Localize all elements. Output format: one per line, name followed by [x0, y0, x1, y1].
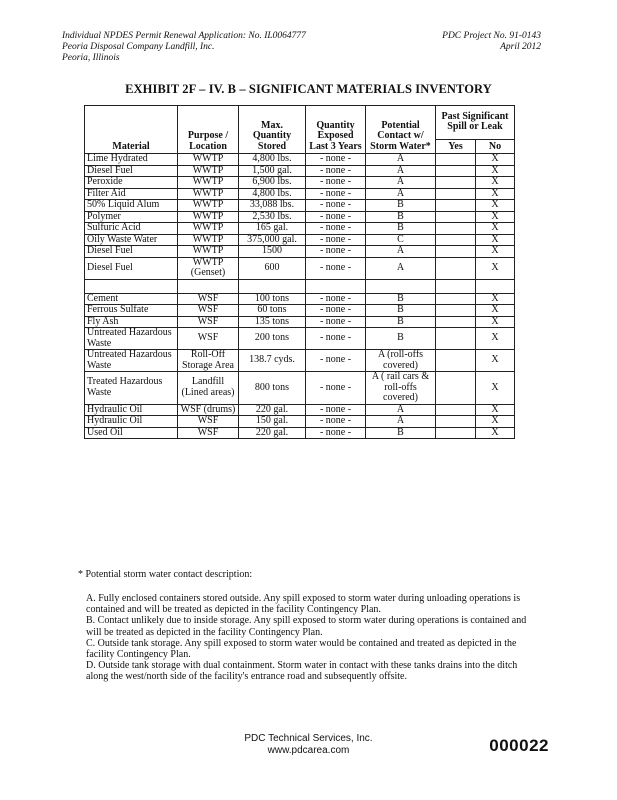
- cell-purpose: WSF: [178, 293, 239, 305]
- table-row: [85, 246, 515, 258]
- cell-max-quantity: 375,000 gal.: [239, 234, 306, 246]
- table-row: [85, 188, 515, 200]
- cell-spill-no: X: [476, 234, 515, 246]
- cell-spill-yes: [436, 372, 476, 405]
- cell-spill-no: X: [476, 188, 515, 200]
- col-no: No: [476, 140, 515, 154]
- cell-potential-contact: B: [366, 223, 436, 235]
- cell-quantity-exposed: - none -: [306, 316, 366, 328]
- cell-spill-no: X: [476, 328, 515, 350]
- cell-spill-yes: [436, 316, 476, 328]
- cell-max-quantity: 33,088 lbs.: [239, 200, 306, 212]
- page-title: EXHIBIT 2F – IV. B – SIGNIFICANT MATERIALS INVENTORY: [125, 82, 492, 96]
- cell-spill-no: X: [476, 223, 515, 235]
- cell-max-quantity: 6,900 lbs.: [239, 177, 306, 189]
- cell-max-quantity: 150 gal.: [239, 416, 306, 428]
- cell-purpose: WSF: [178, 416, 239, 428]
- cell-material: Cement: [85, 293, 178, 305]
- cell-quantity-exposed: - none -: [306, 427, 366, 439]
- cell-purpose: WSF: [178, 305, 239, 317]
- bates-number: 000022: [489, 736, 549, 755]
- cell-purpose: WWTP (Genset): [178, 257, 239, 279]
- cell-spill-no: X: [476, 372, 515, 405]
- cell-spill-yes: [436, 427, 476, 439]
- col-yes: Yes: [436, 140, 476, 154]
- header-permit-line: Individual NPDES Permit Renewal Application: No. IL0064777: [62, 31, 306, 41]
- cell-material: Hydraulic Oil: [85, 404, 178, 416]
- cell-material: Diesel Fuel: [85, 165, 178, 177]
- cell-material: Diesel Fuel: [85, 246, 178, 258]
- cell-potential-contact: A: [366, 165, 436, 177]
- cell-potential-contact: B: [366, 316, 436, 328]
- header-left: [62, 31, 306, 64]
- cell-spill-no: X: [476, 316, 515, 328]
- table-row: [85, 200, 515, 212]
- cell-purpose: WWTP: [178, 246, 239, 258]
- cell-max-quantity: 2,530 lbs.: [239, 211, 306, 223]
- cell-potential-contact: C: [366, 234, 436, 246]
- table-row: [85, 350, 515, 372]
- cell-purpose: WWTP: [178, 211, 239, 223]
- cell-potential-contact: B: [366, 293, 436, 305]
- col-past-spill: Past Significant Spill or Leak: [436, 106, 515, 140]
- header-right: [442, 31, 541, 53]
- cell-spill-yes: [436, 257, 476, 279]
- description-c: C. Outside tank storage. Any spill exposed to storm water would be contained and treated as depicted in the facility Contingency Plan.: [86, 637, 517, 661]
- cell-quantity-exposed: - none -: [306, 328, 366, 350]
- table-row: [85, 211, 515, 223]
- cell-quantity-exposed: - none -: [306, 372, 366, 405]
- cell-material: Polymer: [85, 211, 178, 223]
- cell-purpose: WSF: [178, 316, 239, 328]
- table-row: [85, 234, 515, 246]
- cell-spill-yes: [436, 404, 476, 416]
- cell-spill-no: X: [476, 305, 515, 317]
- cell-potential-contact: B: [366, 305, 436, 317]
- cell-potential-contact: B: [366, 427, 436, 439]
- cell-material: Fly Ash: [85, 316, 178, 328]
- cell-potential-contact: A: [366, 154, 436, 166]
- cell-material: Filter Aid: [85, 188, 178, 200]
- cell-potential-contact: A: [366, 188, 436, 200]
- cell-spill-no: X: [476, 246, 515, 258]
- cell-max-quantity: 1,500 gal.: [239, 165, 306, 177]
- cell-spill-no: X: [476, 416, 515, 428]
- cell-spill-no: X: [476, 165, 515, 177]
- cell-spill-yes: [436, 246, 476, 258]
- inventory-group-wwtp: [85, 154, 515, 280]
- description-a: A. Fully enclosed containers stored outside. Any spill exposed to storm water during unloading operations is contained and will be treated as depicted in the facility Contingency Plan.: [86, 593, 521, 616]
- cell-quantity-exposed: - none -: [306, 177, 366, 189]
- cell-purpose: WSF: [178, 427, 239, 439]
- cell-max-quantity: 200 tons: [239, 328, 306, 350]
- cell-max-quantity: 60 tons: [239, 305, 306, 317]
- cell-purpose: WWTP: [178, 177, 239, 189]
- header-project-number: PDC Project No. 91-0143: [442, 31, 541, 41]
- col-quantity-exposed: Quantity Exposed Last 3 Years: [306, 106, 366, 154]
- cell-spill-yes: [436, 293, 476, 305]
- cell-purpose: WSF (drums): [178, 404, 239, 416]
- cell-potential-contact: A: [366, 177, 436, 189]
- cell-purpose: WSF: [178, 328, 239, 350]
- col-potential-contact: Potential Contact w/ Storm Water*: [366, 106, 436, 154]
- col-material: Material: [85, 106, 178, 154]
- cell-material: Hydraulic Oil: [85, 416, 178, 428]
- cell-quantity-exposed: - none -: [306, 165, 366, 177]
- cell-purpose: WWTP: [178, 165, 239, 177]
- table-row: [85, 257, 515, 279]
- cell-purpose: WWTP: [178, 234, 239, 246]
- cell-spill-yes: [436, 211, 476, 223]
- cell-potential-contact: B: [366, 200, 436, 212]
- cell-quantity-exposed: - none -: [306, 188, 366, 200]
- cell-max-quantity: 4,800 lbs.: [239, 154, 306, 166]
- cell-potential-contact: A: [366, 416, 436, 428]
- cell-quantity-exposed: - none -: [306, 246, 366, 258]
- table-row: [85, 404, 515, 416]
- inventory-group-wsf: [85, 293, 515, 439]
- cell-potential-contact: B: [366, 328, 436, 350]
- cell-potential-contact: B: [366, 211, 436, 223]
- cell-spill-no: X: [476, 177, 515, 189]
- cell-material: 50% Liquid Alum: [85, 200, 178, 212]
- cell-spill-no: X: [476, 293, 515, 305]
- cell-material: Ferrous Sulfate: [85, 305, 178, 317]
- col-purpose: Purpose / Location: [178, 106, 239, 154]
- cell-material: Untreated Hazardous Waste: [85, 350, 178, 372]
- cell-purpose: WWTP: [178, 223, 239, 235]
- cell-material: Untreated Hazardous Waste: [85, 328, 178, 350]
- cell-material: Lime Hydrated: [85, 154, 178, 166]
- table-row: [85, 293, 515, 305]
- cell-potential-contact: A (roll-offs covered): [366, 350, 436, 372]
- footnote-text: * Potential storm water contact description:: [78, 569, 253, 580]
- table-row: [85, 372, 515, 405]
- col-max-quantity: Max. Quantity Stored: [239, 106, 306, 154]
- cell-purpose: WWTP: [178, 188, 239, 200]
- cell-material: Used Oil: [85, 427, 178, 439]
- cell-spill-yes: [436, 305, 476, 317]
- cell-purpose: WWTP: [178, 200, 239, 212]
- table-row: [85, 328, 515, 350]
- cell-potential-contact: A: [366, 246, 436, 258]
- cell-spill-no: X: [476, 257, 515, 279]
- table-row: [85, 177, 515, 189]
- cell-spill-yes: [436, 350, 476, 372]
- cell-max-quantity: 100 tons: [239, 293, 306, 305]
- cell-purpose: Landfill (Lined areas): [178, 372, 239, 405]
- cell-max-quantity: 1500: [239, 246, 306, 258]
- cell-spill-yes: [436, 223, 476, 235]
- cell-max-quantity: 138.7 cyds.: [239, 350, 306, 372]
- table-row: [85, 316, 515, 328]
- table-row: [85, 154, 515, 166]
- cell-spill-yes: [436, 165, 476, 177]
- cell-material: Treated Hazardous Waste: [85, 372, 178, 405]
- cell-spill-yes: [436, 177, 476, 189]
- description-d: D. Outside tank storage with dual containment. Storm water in contact with these tanks drains into the ditch along the west/north side of the facility's entrance road and subsequently offsite.: [86, 660, 518, 683]
- cell-quantity-exposed: - none -: [306, 223, 366, 235]
- cell-spill-yes: [436, 416, 476, 428]
- table-row: [85, 305, 515, 317]
- cell-max-quantity: 220 gal.: [239, 427, 306, 439]
- cell-quantity-exposed: - none -: [306, 257, 366, 279]
- cell-spill-no: X: [476, 404, 515, 416]
- cell-quantity-exposed: - none -: [306, 305, 366, 317]
- cell-purpose: Roll-Off Storage Area: [178, 350, 239, 372]
- cell-spill-yes: [436, 200, 476, 212]
- cell-quantity-exposed: - none -: [306, 416, 366, 428]
- header-location-line: Peoria, Illinois: [62, 53, 120, 63]
- description-b: B. Contact unlikely due to inside storage. Any spill exposed to storm water during operations is contained and will be treated as depicted in the facility Contingency Plan.: [86, 615, 527, 638]
- cell-material: Sulfuric Acid: [85, 223, 178, 235]
- cell-quantity-exposed: - none -: [306, 200, 366, 212]
- cell-spill-no: X: [476, 211, 515, 223]
- cell-spill-no: X: [476, 427, 515, 439]
- cell-quantity-exposed: - none -: [306, 293, 366, 305]
- cell-potential-contact: A: [366, 257, 436, 279]
- cell-quantity-exposed: - none -: [306, 234, 366, 246]
- table-spacer: [85, 279, 515, 293]
- cell-quantity-exposed: - none -: [306, 154, 366, 166]
- cell-spill-no: X: [476, 200, 515, 212]
- cell-max-quantity: 135 tons: [239, 316, 306, 328]
- footer-website[interactable]: www.pdcarea.com: [267, 745, 350, 756]
- cell-quantity-exposed: - none -: [306, 350, 366, 372]
- cell-max-quantity: 4,800 lbs.: [239, 188, 306, 200]
- table-row: [85, 416, 515, 428]
- table-row: [85, 223, 515, 235]
- cell-spill-no: X: [476, 154, 515, 166]
- cell-material: Peroxide: [85, 177, 178, 189]
- cell-material: Diesel Fuel: [85, 257, 178, 279]
- table-row: [85, 427, 515, 439]
- footer-company: PDC Technical Services, Inc.: [244, 733, 373, 744]
- header-company-line: Peoria Disposal Company Landfill, Inc.: [62, 42, 215, 52]
- cell-purpose: WWTP: [178, 154, 239, 166]
- cell-max-quantity: 220 gal.: [239, 404, 306, 416]
- cell-spill-yes: [436, 234, 476, 246]
- cell-max-quantity: 165 gal.: [239, 223, 306, 235]
- cell-potential-contact: A ( rail cars & roll-offs covered): [366, 372, 436, 405]
- cell-spill-yes: [436, 154, 476, 166]
- cell-quantity-exposed: - none -: [306, 211, 366, 223]
- cell-max-quantity: 800 tons: [239, 372, 306, 405]
- cell-quantity-exposed: - none -: [306, 404, 366, 416]
- cell-spill-yes: [436, 328, 476, 350]
- cell-spill-no: X: [476, 350, 515, 372]
- cell-material: Oily Waste Water: [85, 234, 178, 246]
- table-row: [85, 165, 515, 177]
- cell-potential-contact: A: [366, 404, 436, 416]
- cell-spill-yes: [436, 188, 476, 200]
- header-date: April 2012: [500, 42, 541, 52]
- cell-max-quantity: 600: [239, 257, 306, 279]
- footnote: [78, 569, 252, 580]
- inventory-table: [84, 105, 515, 439]
- contact-descriptions: [86, 593, 538, 683]
